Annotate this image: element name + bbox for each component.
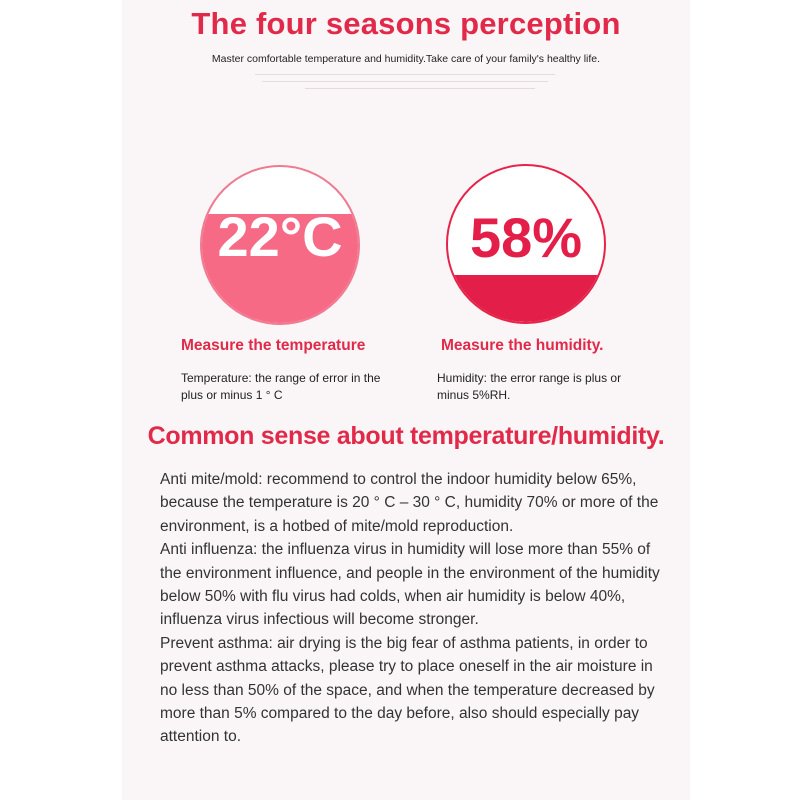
common-sense-title: Common sense about temperature/humidity. — [147, 422, 665, 450]
temperature-label: Measure the temperature — [181, 337, 366, 354]
humidity-fill — [448, 275, 604, 322]
anti-influenza-paragraph: Anti influenza: the influenza virus in humidity will lose more than 55% of the environment influence, and people in the environment of the humidity below 50% with flu virus had colds, when air humidity is below 40%, influenza virus infectious will become stronger. — [160, 541, 660, 629]
decorative-divider — [255, 74, 555, 75]
temperature-value: 22°C — [217, 205, 343, 268]
page-subtitle: Master comfortable temperature and humidity.Take care of your family's healthy life. — [211, 53, 601, 65]
humidity-label: Measure the humidity. — [441, 337, 604, 354]
decorative-divider — [262, 81, 548, 82]
prevent-asthma-paragraph: Prevent asthma: air drying is the big fear of asthma patients, in order to prevent asthma attacks, please try to place oneself in the air moisture in no less than 50% of the space, and when the temperature decreased by more than 5% compared to the day before, also should especially pay attention to. — [160, 634, 655, 746]
humidity-gauge — [446, 164, 606, 324]
anti-mite-paragraph: Anti mite/mold: recommend to control the indoor humidity below 65%, because the temperature is 20 ° C – 30 ° C, humidity 70% or more of the environment, is a hotbed of mite/mold reproduction. — [160, 471, 659, 535]
temperature-gauge — [200, 165, 360, 325]
humidity-description: Humidity: the error range is plus or minus 5%RH. — [437, 371, 622, 402]
page-title: The four seasons perception — [191, 6, 621, 41]
common-sense-body — [160, 468, 660, 749]
decorative-divider — [305, 88, 535, 89]
humidity-value: 58% — [469, 206, 583, 269]
temperature-description: Temperature: the range of error in the plus or minus 1 ° C — [181, 371, 381, 402]
